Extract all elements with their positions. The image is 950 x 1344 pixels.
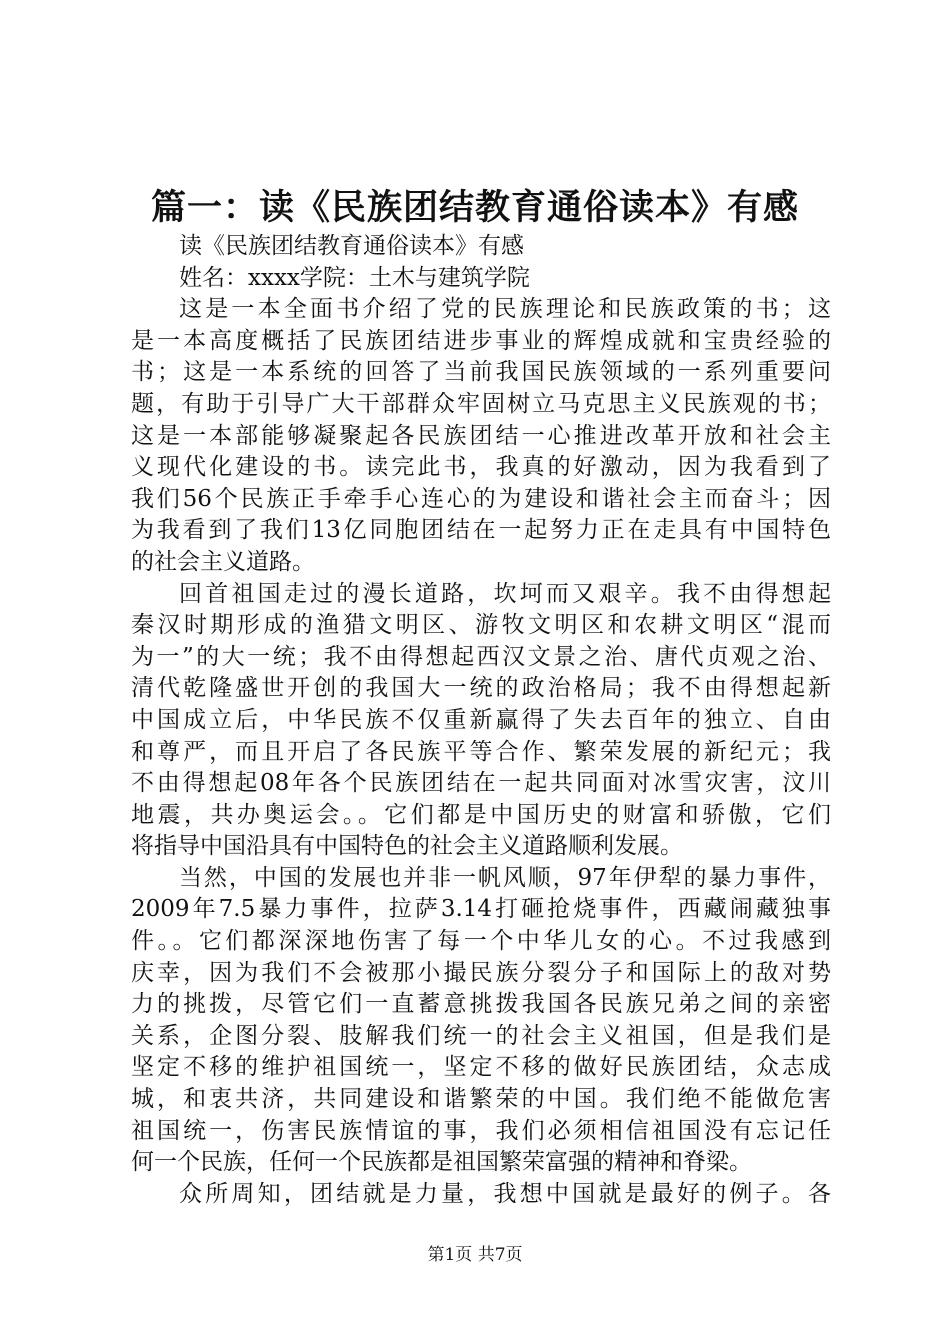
text-line: 和尊严，而且开启了各民族平等合作、繁荣发展的新纪元；我 bbox=[131, 738, 831, 765]
text-line: 的社会主义道路。 bbox=[131, 548, 315, 575]
text-line: 为一”的大一统；我不由得想起西汉文景之治、唐代贞观之治、 bbox=[131, 643, 831, 670]
text-line: 义现代化建设的书。读完此书，我真的好激动，因为我看到了 bbox=[131, 454, 831, 481]
text-line: 关系，企图分裂、肢解我们统一的社会主义祖国，但是我们是 bbox=[131, 1022, 831, 1049]
text-line: 2009年7.5暴力事件，拉萨3.14打砸抢烧事件，西藏闹藏独事 bbox=[131, 896, 831, 923]
text-line: 秦汉时期形成的渔猎文明区、游牧文明区和农耕文明区“混而 bbox=[131, 612, 831, 639]
text-line: 题，有助于引导广大干部群众牢固树立马克思主义民族观的书； bbox=[131, 390, 831, 417]
text-line: 我们56个民族正手牵手心连心的为建设和谐社会主而奋斗；因 bbox=[131, 485, 831, 512]
text-line: 不由得想起08年各个民族团结在一起共同面对冰雪灾害，汶川 bbox=[131, 770, 831, 797]
text-line: 是一本高度概括了民族团结进步事业的辉煌成就和宝贵经验的 bbox=[131, 327, 831, 354]
text-line: 为我看到了我们13亿同胞团结在一起努力正在走具有中国特色 bbox=[131, 517, 831, 544]
text-line: 力的挑拨，尽管它们一直蓄意挑拨我国各民族兄弟之间的亲密 bbox=[131, 991, 831, 1018]
text-line: 书；这是一本系统的回答了当前我国民族领域的一系列重要问 bbox=[131, 359, 831, 386]
text-line: 众所周知，团结就是力量，我想中国就是最好的例子。各 bbox=[179, 1180, 831, 1207]
text-line: 当然，中国的发展也并非一帆风顺，97年伊犁的暴力事件， bbox=[179, 864, 831, 891]
text-line: 姓名：xxxx学院：土木与建筑学院 bbox=[179, 264, 530, 291]
text-line: 清代乾隆盛世开创的我国大一统的政治格局；我不由得想起新 bbox=[131, 675, 831, 702]
text-line: 坚定不移的维护祖国统一，坚定不移的做好民族团结，众志成 bbox=[131, 1054, 831, 1081]
text-line: 将指导中国沿具有中国特色的社会主义道路顺利发展。 bbox=[131, 833, 683, 860]
text-line: 祖国统一，伤害民族情谊的事，我们必须相信祖国没有忘记任 bbox=[131, 1117, 831, 1144]
text-line: 中国成立后，中华民族不仅重新赢得了失去百年的独立、自由 bbox=[131, 706, 831, 733]
text-line: 回首祖国走过的漫长道路，坎坷而又艰辛。我不由得想起 bbox=[179, 580, 831, 607]
text-line: 庆幸，因为我们不会被那小撮民族分裂分子和国际上的敌对势 bbox=[131, 959, 831, 986]
text-line: 读《民族团结教育通俗读本》有感 bbox=[179, 233, 524, 259]
text-line: 这是一本全面书介绍了党的民族理论和民族政策的书；这 bbox=[179, 296, 831, 323]
text-line: 何一个民族，任何一个民族都是祖国繁荣富强的精神和脊梁。 bbox=[131, 1149, 752, 1176]
page-footer: 第1页 共7页 bbox=[427, 1245, 523, 1265]
text-line: 件。。它们都深深地伤害了每一个中华儿女的心。不过我感到 bbox=[131, 928, 831, 955]
document-title: 篇一：读《民族团结教育通俗读本》有感 bbox=[150, 188, 799, 228]
text-line: 地震，共办奥运会。。它们都是中国历史的财富和骄傲，它们 bbox=[131, 801, 831, 828]
text-line: 城，和衷共济，共同建设和谐繁荣的中国。我们绝不能做危害 bbox=[131, 1086, 831, 1113]
document-body bbox=[131, 231, 831, 1210]
text-line: 这是一本部能够凝聚起各民族团结一心推进改革开放和社会主 bbox=[131, 422, 831, 449]
